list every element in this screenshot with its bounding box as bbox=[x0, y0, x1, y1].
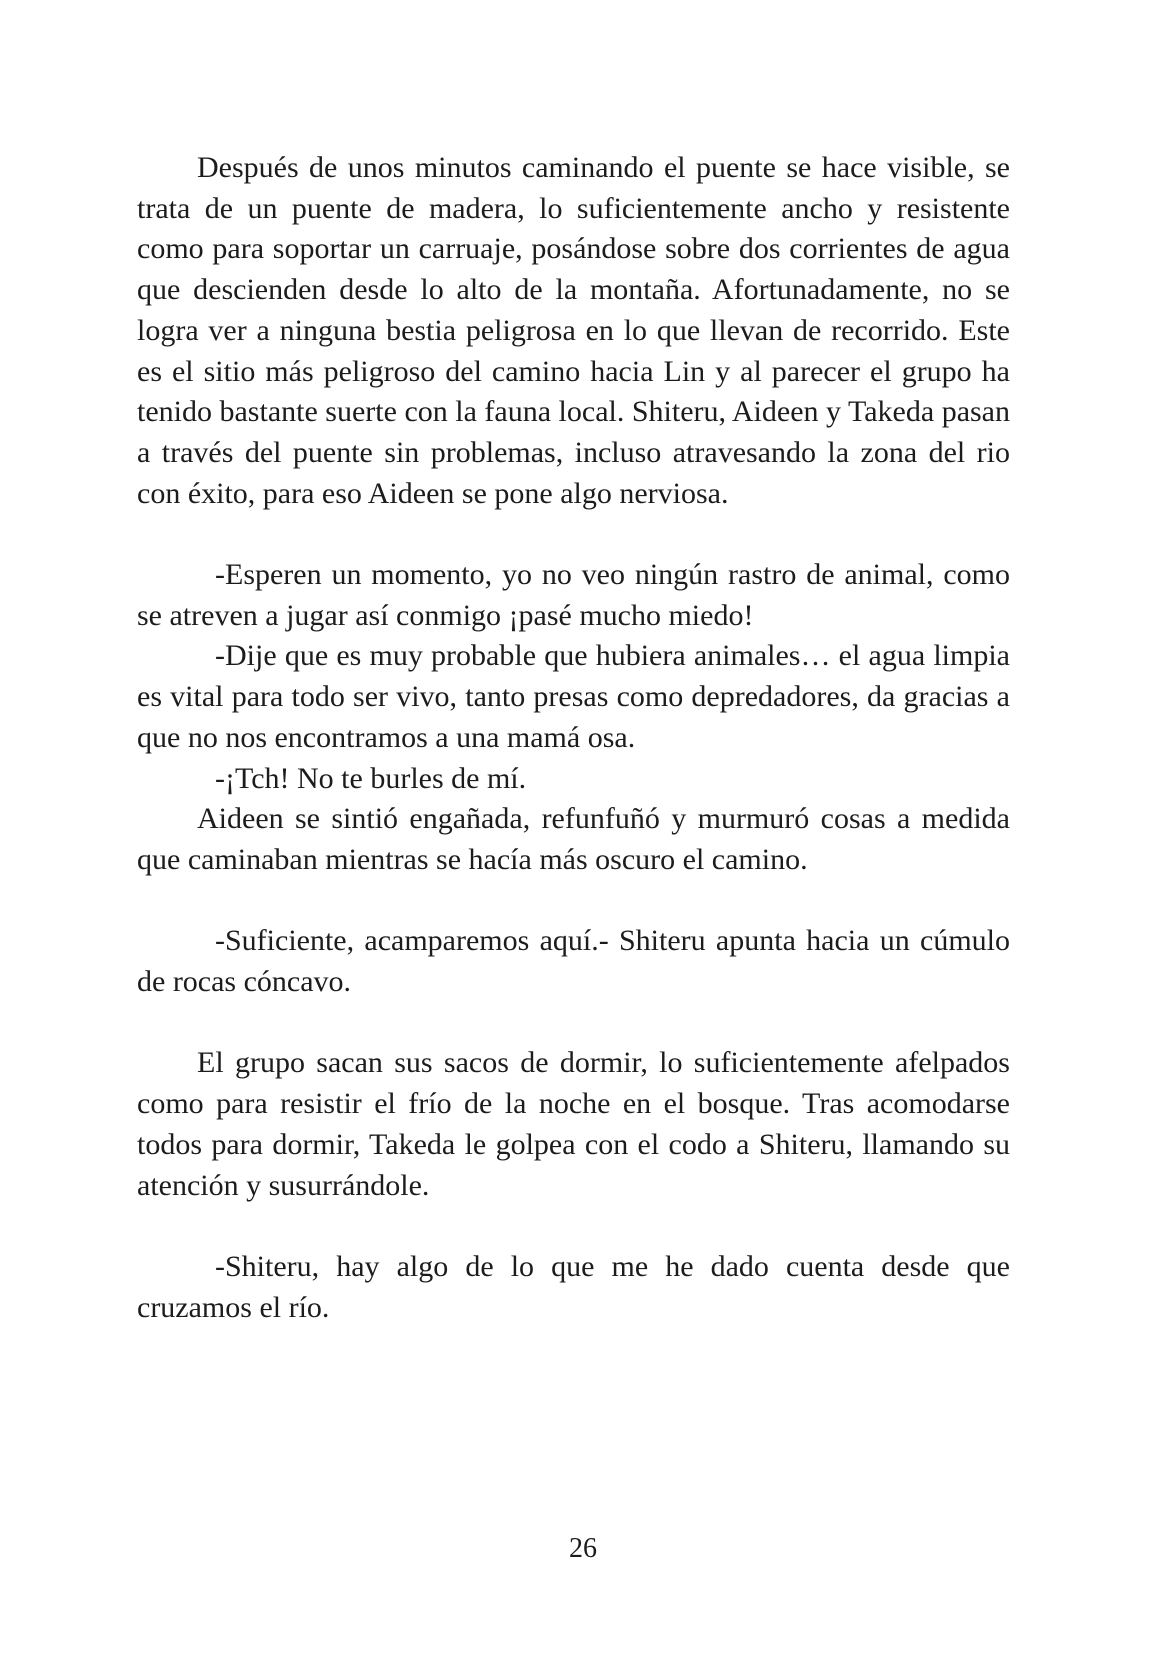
paragraph-narration-3: El grupo sacan sus sacos de dormir, lo suficientemente afelpados como para resistir el frío de la noche en el bosque. Tras acomodarse todos para dormir, Takeda le golpea con el codo a Shiteru, llamando su atención y susurrándole. bbox=[137, 1046, 1010, 1202]
paragraph-narration-2: Aideen se sintió engañada, refunfuñó y murmuró cosas a medida que caminaban mientras se hacía más oscuro el camino. bbox=[137, 802, 1010, 876]
paragraph-dialogue-1: -Esperen un momento, yo no veo ningún rastro de animal, como se atreven a jugar así conmigo ¡pasé mucho miedo! bbox=[137, 558, 1010, 632]
page-body bbox=[137, 148, 1010, 1328]
paragraph-narration-1: Después de unos minutos caminando el puente se hace visible, se trata de un puente de madera, lo suficientemente ancho y resistente como para soportar un carruaje, posándose sobre dos corrientes de agua que descienden desde lo alto de la montaña. Afortunadamente, no se logra ver a ninguna bestia peligrosa en lo que llevan de recorrido. Este es el sitio más peligroso del camino hacia Lin y al parecer el grupo ha tenido bastante suerte con la fauna local. Shiteru, Aideen y Takeda pasan a través del puente sin problemas, incluso atravesando la zona del rio con éxito, para eso Aideen se pone algo nerviosa. bbox=[137, 151, 1010, 510]
paragraph-gap bbox=[137, 514, 1010, 555]
paragraph-dialogue-2: -Dije que es muy probable que hubiera animales… el agua limpia es vital para todo ser vivo, tanto presas como depredadores, da gracias a que no nos encontramos a una mamá osa. bbox=[137, 639, 1010, 754]
paragraph-gap bbox=[137, 1206, 1010, 1247]
page-number: 26 bbox=[569, 1533, 597, 1564]
paragraph-dialogue-5: -Shiteru, hay algo de lo que me he dado cuenta desde que cruzamos el río. bbox=[137, 1249, 1010, 1324]
paragraph-dialogue-3: -¡Tch! No te burles de mí. bbox=[215, 761, 527, 795]
paragraph-gap bbox=[137, 1003, 1010, 1044]
paragraph-dialogue-4: -Suficiente, acamparemos aquí.- Shiteru apunta hacia un cúmulo de rocas cóncavo. bbox=[137, 924, 1010, 999]
paragraph-gap bbox=[137, 881, 1010, 922]
